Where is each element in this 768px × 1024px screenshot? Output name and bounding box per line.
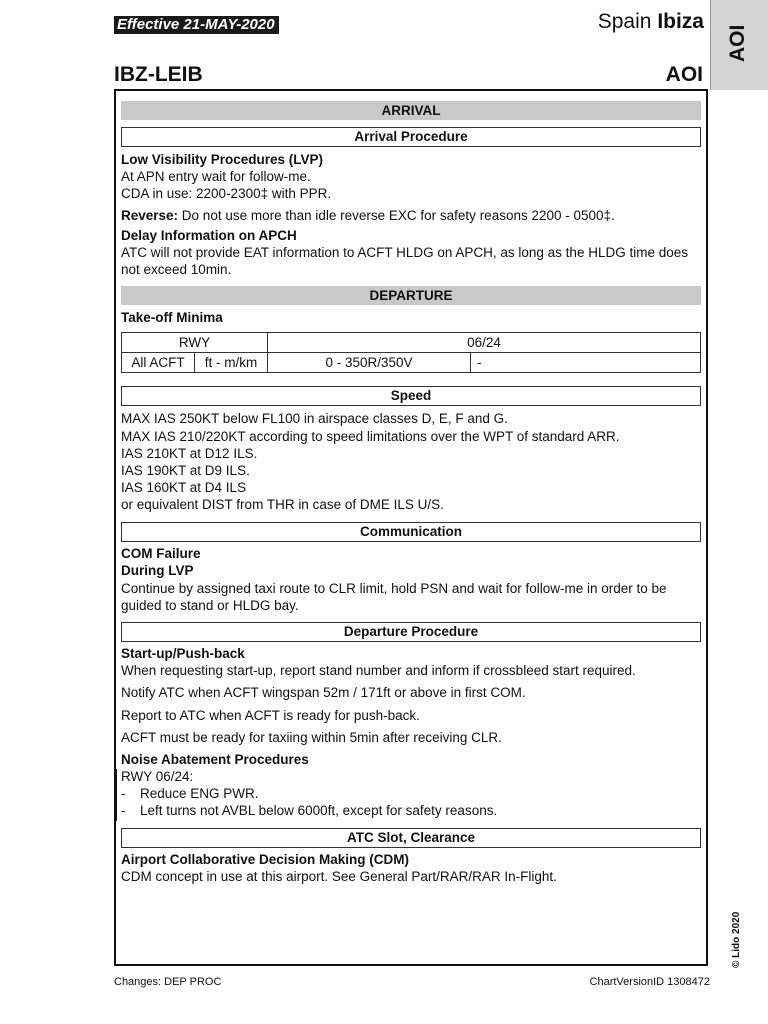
rwy-label-cell: RWY [122, 333, 268, 353]
chart-version: ChartVersionID 1308472 [589, 976, 710, 988]
com-failure-text: Continue by assigned taxi route to CLR limit, hold PSN and wait for follow-me in order to be guided to stand or HLDG bay. [121, 581, 667, 613]
bullet: - [121, 803, 126, 818]
departure-header: DEPARTURE [121, 286, 701, 305]
speed-line: or equivalent DIST from THR in case of DME ILS U/S. [121, 497, 444, 512]
minima-value-cell: 0 - 350R/350V [268, 353, 471, 373]
speed-line: IAS 160KT at D4 ILS [121, 480, 247, 495]
startup-title: Start-up/Push-back [121, 646, 245, 661]
copyright: © Lido 2020 [731, 911, 742, 968]
reverse-label: Reverse: [121, 208, 179, 223]
noise-item-1-text: Reduce ENG PWR. [140, 786, 259, 801]
com-failure-title: COM Failure [121, 546, 201, 561]
table-row [122, 353, 701, 373]
takeoff-minima-title: Take-off Minima [121, 310, 223, 325]
noise-item-1 [121, 785, 701, 802]
arrival-procedure-header: Arrival Procedure [121, 127, 701, 147]
noise-rwy: RWY 06/24: [121, 769, 194, 784]
table-row [122, 333, 701, 353]
speed-header: Speed [121, 386, 701, 406]
bullet: - [121, 786, 126, 801]
page-title [598, 9, 704, 35]
lvp-line-1: At APN entry wait for follow-me. [121, 169, 311, 184]
atc-slot-header: ATC Slot, Clearance [121, 828, 701, 848]
noise-item-2-text: Left turns not AVBL below 6000ft, except for safety reasons. [140, 803, 498, 818]
lvp-line-2: CDA in use: 2200-2300‡ with PPR. [121, 186, 332, 201]
city-label: Ibiza [657, 10, 704, 33]
changes-note: Changes: DEP PROC [114, 976, 222, 988]
arrival-header: ARRIVAL [121, 101, 701, 120]
startup-line-3: Report to ATC when ACFT is ready for push-back. [121, 708, 420, 723]
tab-code: AOI [726, 24, 749, 62]
speed-line: IAS 190KT at D9 ILS. [121, 463, 250, 478]
cdm-text: CDM concept in use at this airport. See General Part/RAR/RAR In-Flight. [121, 869, 557, 884]
effective-date-banner: Effective 21-MAY-2020 [114, 16, 279, 34]
speed-line: IAS 210KT at D12 ILS. [121, 446, 258, 461]
communication-header: Communication [121, 522, 701, 542]
minima-dash-cell: - [471, 353, 701, 373]
startup-line-1: When requesting start-up, report stand number and inform if crossbleed start required. [121, 663, 636, 678]
page-code: AOI [665, 63, 703, 86]
country-label: Spain [597, 10, 652, 33]
startup-line-4: ACFT must be ready for taxiing within 5min after receiving CLR. [121, 730, 502, 745]
cdm-title: Airport Collaborative Decision Making (CDM) [121, 852, 410, 867]
departure-procedure-header: Departure Procedure [121, 622, 701, 642]
content-frame [114, 89, 708, 966]
startup-line-2: Notify ATC when ACFT wingspan 52m / 171ft or above in first COM. [121, 685, 526, 700]
speed-line: MAX IAS 210/220KT according to speed limitations over the WPT of standard ARR. [121, 429, 620, 444]
reverse-text: Do not use more than idle reverse EXC for safety reasons 2200 - 0500‡. [178, 208, 615, 223]
speed-line: MAX IAS 250KT below FL100 in airspace classes D, E, F and G. [121, 411, 508, 426]
takeoff-minima-table [121, 332, 701, 373]
acft-cell: All ACFT [122, 353, 195, 373]
change-bar [115, 769, 117, 821]
delay-text: ATC will not provide EAT information to ACFT HLDG on APCH, as long as the HLDG time does not exceed 10min. [121, 245, 688, 277]
rwy-value-cell: 06/24 [268, 333, 701, 353]
reverse-line [121, 207, 701, 224]
noise-item-2 [121, 802, 701, 819]
during-lvp-title: During LVP [121, 563, 194, 578]
unit-cell: ft - m/km [195, 353, 268, 373]
noise-abatement-title: Noise Abatement Procedures [121, 752, 309, 767]
delay-title: Delay Information on APCH [121, 228, 297, 243]
section-tab [710, 0, 768, 90]
airport-code: IBZ-LEIB [114, 63, 203, 86]
lvp-title: Low Visibility Procedures (LVP) [121, 152, 324, 167]
